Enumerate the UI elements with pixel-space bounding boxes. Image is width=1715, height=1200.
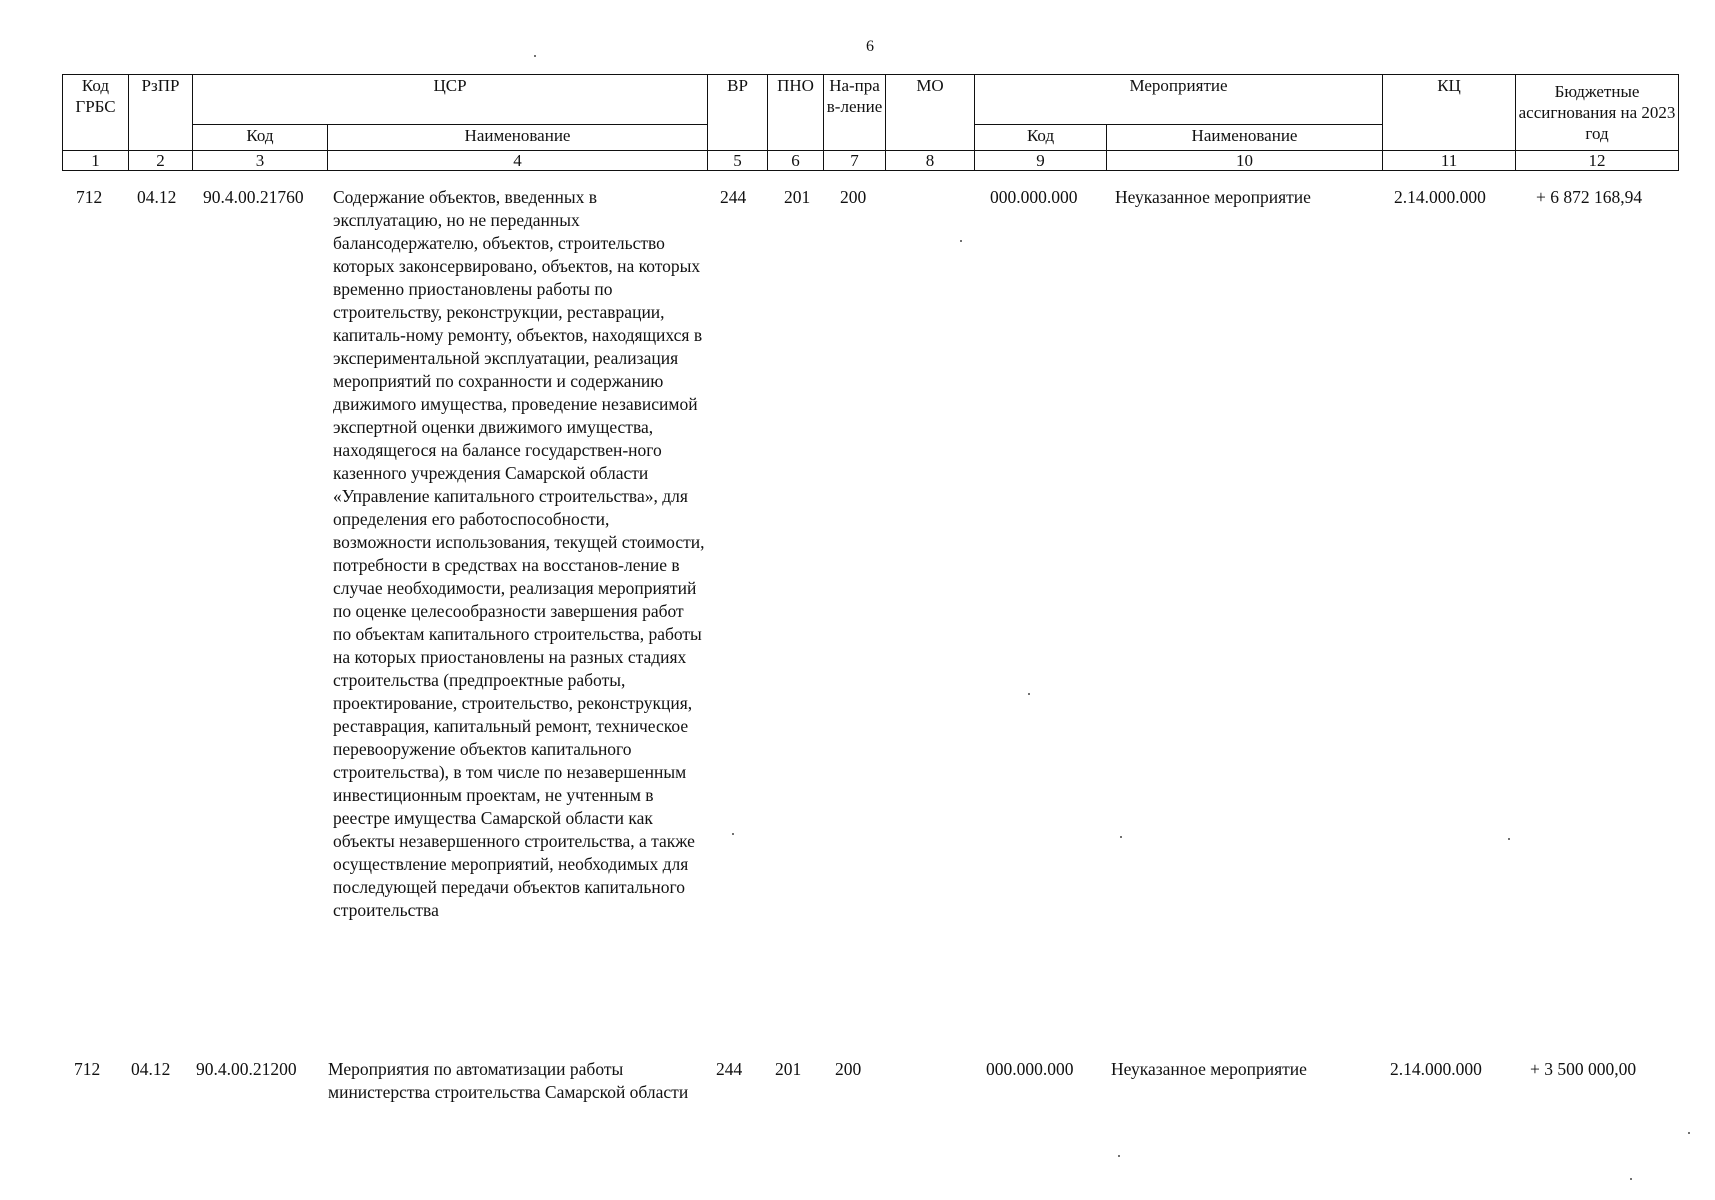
cell-rzpr: 04.12 [137, 187, 177, 207]
cell-kc: 2.14.000.000 [1390, 1059, 1482, 1079]
header-csr-name: Наименование [328, 125, 708, 151]
cell-vr: 244 [720, 187, 747, 207]
scan-speck [534, 55, 536, 57]
scan-speck [960, 240, 962, 242]
cell-mer-name: Неуказанное мероприятие [1115, 187, 1311, 207]
scan-speck [1688, 1132, 1690, 1134]
column-number: 8 [886, 151, 975, 171]
column-number: 11 [1383, 151, 1516, 171]
budget-table [62, 74, 1678, 1174]
header-mo: МО [886, 75, 975, 151]
column-number: 4 [328, 151, 708, 171]
page-number: 6 [866, 38, 874, 55]
cell-rzpr: 04.12 [131, 1059, 171, 1079]
cell-csr-code: 90.4.00.21200 [196, 1059, 297, 1079]
header-kc: КЦ [1383, 75, 1516, 151]
scan-speck [1028, 693, 1030, 695]
cell-pno: 201 [784, 187, 811, 207]
column-number: 6 [768, 151, 824, 171]
header-kod-grbs: Код ГРБС [63, 75, 129, 151]
column-number: 9 [975, 151, 1107, 171]
header-meropriyatie: Мероприятие [975, 75, 1383, 125]
header-csr: ЦСР [193, 75, 708, 125]
cell-amount: + 6 872 168,94 [1536, 187, 1643, 207]
column-number: 1 [63, 151, 129, 171]
header-csr-kod: Код [193, 125, 328, 151]
column-number: 10 [1107, 151, 1383, 171]
cell-amount: + 3 500 000,00 [1530, 1059, 1637, 1079]
scan-speck [1120, 836, 1122, 838]
scan-speck [1508, 838, 1510, 840]
scan-speck [1630, 1178, 1632, 1180]
cell-grbs: 712 [76, 187, 103, 207]
header-napravlenie: На-прав-ление [824, 75, 886, 151]
cell-csr-name: Мероприятия по автоматизации работы министерства строительства Самарской области [328, 1059, 689, 1102]
header-mer-name: Наименование [1107, 125, 1383, 151]
column-number: 3 [193, 151, 328, 171]
cell-kc: 2.14.000.000 [1394, 187, 1486, 207]
cell-csr-code: 90.4.00.21760 [203, 187, 304, 207]
header-rzpr: РзПР [129, 75, 193, 151]
cell-mer-name: Неуказанное мероприятие [1111, 1059, 1307, 1079]
cell-mer-code: 000.000.000 [986, 1059, 1074, 1079]
table-header [62, 74, 1678, 171]
header-pno: ПНО [768, 75, 824, 151]
header-budget: Бюджетные ассигнования на 2023 год [1516, 75, 1679, 151]
column-number: 2 [129, 151, 193, 171]
header-mer-kod: Код [975, 125, 1107, 151]
column-number: 5 [708, 151, 768, 171]
cell-grbs: 712 [74, 1059, 101, 1079]
cell-csr-name: Содержание объектов, введенных в эксплуатацию, но не переданных балансодержателю, объектов, строительство которых законсервировано, объектов, на которых временно приостановлены работы по строительству, реконструкции, реставрации, капиталь-ному ремонту, объектов, находящихся в экспериментальной эксплуатации, реализация мероприятий по сохранности и содержанию движимого имущества, проведение независимой экспертной оценки движимого имущества, находящегося на балансе государствен-ного казенного учреждения Самарской области «Управление капитального строительства», для определения его работоспособности, возможности использования, текущей стоимости, потребности в средствах на восстанов-ление в случае необходимости, реализация мероприятий по оценке целесообразности завершения работ по объектам капитального строительства, работы на которых приостановлены на разных стадиях строительства (предпроектные работы, проектирование, строительство, реконструкция, реставрация, капитальный ремонт, техническое перевооружение объектов капитального строительства), в том числе по незавершенным инвестиционным проектам, не учтенным в реестре имущества Самарской области как объекты незавершенного строительства, а также осуществление мероприятий, необходимых для последующей передачи объектов капитального строительства [333, 187, 705, 920]
cell-mer-code: 000.000.000 [990, 187, 1078, 207]
column-number: 12 [1516, 151, 1679, 171]
header-vr: ВР [708, 75, 768, 151]
cell-napravlenie: 200 [835, 1059, 862, 1079]
cell-vr: 244 [716, 1059, 743, 1079]
cell-napravlenie: 200 [840, 187, 867, 207]
column-number: 7 [824, 151, 886, 171]
scan-speck [732, 833, 734, 835]
scan-speck [1118, 1155, 1120, 1157]
cell-pno: 201 [775, 1059, 802, 1079]
